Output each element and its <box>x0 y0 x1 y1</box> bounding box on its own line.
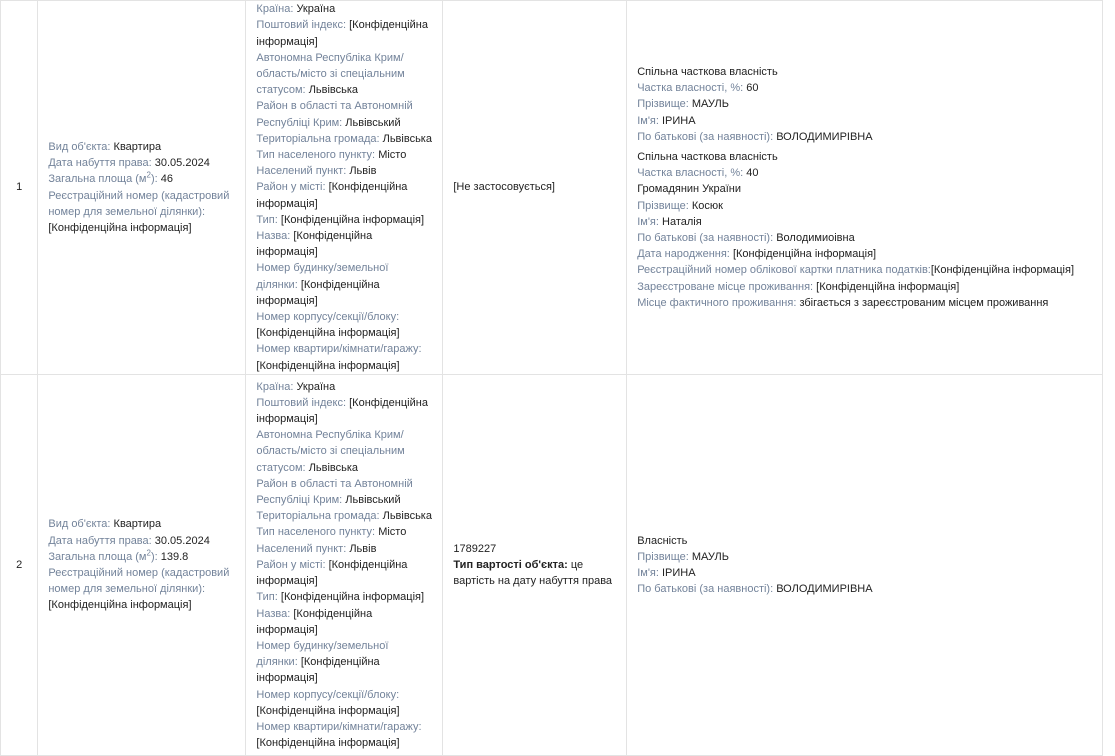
district-label: Район в області та Автономній Республіці Крим: <box>256 477 413 507</box>
table-row <box>1 375 1103 756</box>
acquisition-date-value: 30.05.2024 <box>154 534 210 547</box>
citizenship: Громадянин України <box>637 183 741 196</box>
object-cell <box>38 1 246 375</box>
street-name-label: Назва: <box>256 607 291 620</box>
settlement-type-label: Тип населеного пункту: <box>256 148 376 161</box>
country-label: Країна: <box>256 380 294 393</box>
total-area-value: 139.8 <box>160 550 189 563</box>
street-type-value: [Конфіденційна інформація] <box>280 591 425 604</box>
share-label: Частка власності, %: <box>637 167 744 180</box>
block-number-value: [Конфіденційна інформація] <box>256 704 400 717</box>
postal-code-value: [Конфіденційна інформація] <box>256 396 428 426</box>
patronymic-label: По батькові (за наявності): <box>637 232 774 244</box>
ownership-type: Спільна часткова власність <box>637 150 778 163</box>
region-value: Львівська <box>308 461 359 474</box>
registration-number-label: Реєстраційний номер (кадастровий номер для земельної ділянки): <box>48 567 230 596</box>
country-label: Країна: <box>256 3 294 16</box>
patronymic-value: ВОЛОДИМИРІВНА <box>776 130 873 143</box>
surname-value: Косюк <box>691 199 723 212</box>
birth-date-value: [Конфіденційна інформація] <box>732 248 877 261</box>
settlement-type-label: Тип населеного пункту: <box>256 526 376 539</box>
name-label: Ім'я: <box>637 567 659 579</box>
settlement-label: Населений пункт: <box>256 542 347 555</box>
object-cell <box>38 375 246 756</box>
total-area-label: Загальна площа $(м^2)$: <box>48 170 158 186</box>
building-number-label: Номер будинку/земельної ділянки: <box>256 262 389 291</box>
apartment-number-value: [Конфіденційна інформація] <box>256 359 400 372</box>
city-district-label: Район у місті: <box>256 181 326 194</box>
owner-block <box>637 149 1092 311</box>
block-number-value: [Конфіденційна інформація] <box>256 327 400 340</box>
address-cell <box>246 375 443 756</box>
value-cell <box>443 375 627 756</box>
region-label: Автономна Республіка Крим/ область/місто зі спеціальним статусом: <box>256 51 405 97</box>
community-value: Львівська <box>382 510 432 523</box>
address-cell <box>246 1 443 375</box>
street-type-value: [Конфіденційна інформація] <box>280 213 425 226</box>
registered-residence-label: Зареєстроване місце проживання: <box>637 280 814 293</box>
ownership-type: Власність <box>637 534 688 547</box>
patronymic-value: ВОЛОДИМИРІВНА <box>776 583 873 596</box>
surname-label: Прізвище: <box>637 98 689 111</box>
object-type-label: Вид об'єкта: <box>48 140 111 153</box>
building-number-value: [Конфіденційна інформація] <box>256 278 380 307</box>
row-number-cell <box>1 1 38 375</box>
share-label: Частка власності, %: <box>637 82 744 95</box>
share-value: 40 <box>746 167 759 180</box>
row-number: 1 <box>16 181 23 194</box>
street-name-value: [Конфіденційна інформація] <box>256 607 373 636</box>
district-label: Район в області та Автономній Республіці Крим: <box>256 100 413 129</box>
table-row <box>1 1 1103 375</box>
community-label: Територіальна громада: <box>256 510 380 523</box>
postal-code-value: [Конфіденційна інформація] <box>256 19 428 48</box>
country-value: Україна <box>296 3 336 16</box>
surname-value: МАУЛЬ <box>691 98 729 111</box>
acquisition-date-value: 30.05.2024 <box>154 157 210 170</box>
actual-residence-label: Місце фактичного проживання: <box>637 296 797 309</box>
object-type-value: Квартира <box>113 140 162 153</box>
total-area-value: 46 <box>160 173 173 186</box>
owner-block <box>637 533 1092 598</box>
settlement-value: Львів <box>349 542 377 555</box>
owners-cell <box>627 1 1103 375</box>
block-number-label: Номер корпусу/секції/блоку: <box>256 311 400 324</box>
postal-code-label: Поштовий індекс: <box>256 19 347 32</box>
building-number-label: Номер будинку/земельної ділянки: <box>256 639 389 669</box>
row-number: 2 <box>16 558 23 571</box>
street-name-label: Назва: <box>256 230 291 242</box>
block-number-label: Номер корпусу/секції/блоку: <box>256 688 400 701</box>
acquisition-date-label: Дата набуття права: <box>48 157 152 170</box>
district-value: Львівський <box>345 494 401 507</box>
building-number-value: [Конфіденційна інформація] <box>256 656 380 685</box>
city-district-label: Район у місті: <box>256 558 326 571</box>
community-label: Територіальна громада: <box>256 132 380 145</box>
total-area-label: Загальна площа $(м^2)$: <box>48 548 158 563</box>
apartment-number-value: [Конфіденційна інформація] <box>256 737 400 750</box>
city-district-value: [Конфіденційна інформація] <box>256 558 408 588</box>
district-value: Львівський <box>345 116 401 129</box>
value-type-label: Тип вартості об'єкта: <box>453 558 568 571</box>
birth-date-label: Дата народження: <box>637 248 730 261</box>
value-text: [Не застосовується] <box>453 181 555 194</box>
patronymic-label: По батькові (за наявності): <box>637 130 774 143</box>
surname-label: Прізвище: <box>637 550 689 563</box>
object-type-value: Квартира <box>113 518 162 531</box>
postal-code-label: Поштовий індекс: <box>256 396 347 409</box>
owner-block <box>637 64 1092 145</box>
settlement-label: Населений пункт: <box>256 165 347 178</box>
registration-number-label: Реєстраційний номер (кадастровий номер для земельної ділянки): <box>48 189 230 218</box>
street-type-label: Тип: <box>256 213 278 226</box>
region-label: Автономна Республіка Крим/ область/місто зі спеціальним статусом: <box>256 429 405 474</box>
tax-number-value: [Конфіденційна інформація] <box>930 264 1075 277</box>
row-number-cell <box>1 375 38 756</box>
settlement-type-value: Місто <box>378 148 407 161</box>
actual-residence-value: збігається з зареєстрованим місцем проживання <box>799 296 1049 309</box>
surname-label: Прізвище: <box>637 199 689 212</box>
patronymic-value: Володимиоівна <box>776 232 855 244</box>
ownership-type: Спільна часткова власність <box>637 65 778 78</box>
acquisition-date-label: Дата набуття права: <box>48 534 152 547</box>
settlement-type-value: Місто <box>378 526 407 539</box>
country-value: Україна <box>296 380 336 393</box>
registered-residence-value: [Конфіденційна інформація] <box>816 280 960 293</box>
settlement-value: Львів <box>349 165 377 178</box>
apartment-number-label: Номер квартири/кімнати/гаражу: <box>256 720 422 733</box>
city-district-value: [Конфіденційна інформація] <box>256 181 408 210</box>
region-value: Львівська <box>308 84 359 97</box>
share-value: 60 <box>746 82 759 95</box>
value-cell <box>443 1 627 375</box>
name-value: ІРИНА <box>662 567 696 579</box>
name-label: Ім'я: <box>637 114 659 127</box>
owners-cell <box>627 375 1103 756</box>
object-type-label: Вид об'єкта: <box>48 518 111 531</box>
registration-number-value: [Конфіденційна інформація] <box>48 599 192 612</box>
value-type-value: це вартість на дату набуття права <box>453 558 613 588</box>
value-amount: 1789227 <box>453 542 497 555</box>
surname-value: МАУЛЬ <box>691 550 729 563</box>
name-label: Ім'я: <box>637 215 659 228</box>
tax-number-label: Реєстраційний номер облікової картки платника податків: <box>637 264 931 277</box>
community-value: Львівська <box>382 132 432 145</box>
name-value: ІРИНА <box>662 114 696 127</box>
apartment-number-label: Номер квартири/кімнати/гаражу: <box>256 343 422 356</box>
street-name-value: [Конфіденційна інформація] <box>256 230 373 259</box>
name-value: Наталія <box>662 215 702 228</box>
patronymic-label: По батькові (за наявності): <box>637 583 774 596</box>
registration-number-value: [Конфіденційна інформація] <box>48 221 192 234</box>
street-type-label: Тип: <box>256 591 278 604</box>
